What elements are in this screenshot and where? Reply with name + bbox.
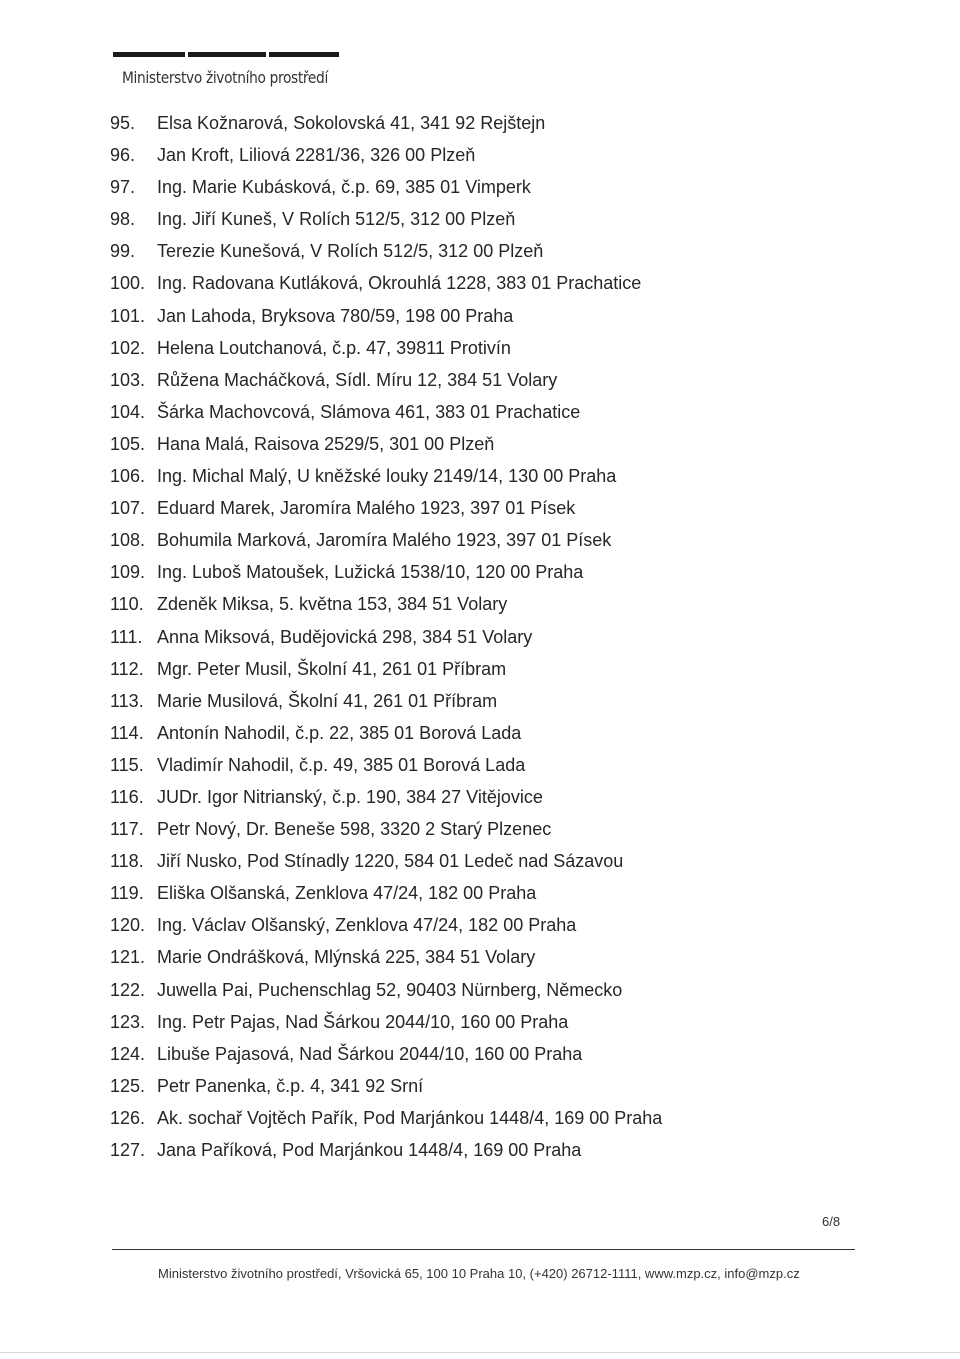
entry-number: 106. xyxy=(110,466,146,487)
page-bottom-edge xyxy=(0,1352,960,1353)
list-item xyxy=(110,657,662,689)
entry-number: 107. xyxy=(110,498,146,519)
entry-number: 112. xyxy=(110,658,144,679)
entry-number: 95. xyxy=(110,113,136,133)
entry-text: Zdeněk Miksa, 5. května 153, 384 51 Volary xyxy=(157,594,508,615)
entry-text: Ing. Václav Olšanský, Zenklova 47/24, 182 00 Praha xyxy=(157,915,577,936)
entry-number: 118. xyxy=(110,851,144,872)
entry-text: Petr Nový, Dr. Beneše 598, 3320 2 Starý Plzenec xyxy=(157,819,552,840)
list-item xyxy=(110,849,662,881)
entry-number: 120. xyxy=(110,915,146,936)
list-item xyxy=(110,881,662,913)
entry-number: 126. xyxy=(110,1107,146,1128)
entry-number: 97. xyxy=(110,177,136,198)
entry-number: 123. xyxy=(110,1011,146,1032)
entry-number: 104. xyxy=(110,401,146,422)
entry-number: 124. xyxy=(110,1043,146,1064)
entry-number: 109. xyxy=(110,562,146,583)
list-item xyxy=(110,978,662,1010)
entry-text: Jan Lahoda, Bryksova 780/59, 198 00 Praha xyxy=(157,305,514,326)
entry-text: Jiří Nusko, Pod Stínadly 1220, 584 01 Ledeč nad Sázavou xyxy=(157,851,624,872)
list-item xyxy=(110,1010,662,1042)
ministry-logo-bar xyxy=(113,52,339,57)
entry-text: Mgr. Peter Musil, Školní 41, 261 01 Příbram xyxy=(157,658,507,679)
entry-text: Ing. Michal Malý, U kněžské louky 2149/14, 130 00 Praha xyxy=(157,466,617,487)
entry-text: Bohumila Marková, Jaromíra Malého 1923, 397 01 Písek xyxy=(157,530,612,551)
list-item xyxy=(110,432,662,464)
list-item xyxy=(110,1074,662,1106)
list-item xyxy=(110,560,662,592)
entry-number: 103. xyxy=(110,369,146,390)
entry-text: Ing. Luboš Matoušek, Lužická 1538/10, 120 00 Praha xyxy=(157,562,584,583)
list-item xyxy=(110,592,662,624)
entry-text: Ing. Jiří Kuneš, V Rolích 512/5, 312 00 Plzeň xyxy=(157,209,516,230)
entry-text: Elsa Kožnarová, Sokolovská 41, 341 92 Rejštejn xyxy=(157,113,546,133)
logo-bar-segment xyxy=(113,52,185,57)
entry-text: Hana Malá, Raisova 2529/5, 301 00 Plzeň xyxy=(157,433,495,454)
entry-number: 96. xyxy=(110,145,136,166)
entry-text: Eduard Marek, Jaromíra Malého 1923, 397 01 Písek xyxy=(157,498,576,519)
list-item xyxy=(110,400,662,432)
entry-number: 101. xyxy=(110,305,146,326)
list-item xyxy=(110,175,662,207)
entry-number: 102. xyxy=(110,337,146,358)
list-item xyxy=(110,304,662,336)
list-item xyxy=(110,207,662,239)
entry-number: 98. xyxy=(110,209,136,230)
entry-number: 121. xyxy=(110,947,146,968)
entry-text: Petr Panenka, č.p. 4, 341 92 Srní xyxy=(157,1075,424,1096)
list-item xyxy=(110,817,662,849)
entry-text: Jan Kroft, Liliová 2281/36, 326 00 Plzeň xyxy=(157,145,476,166)
list-item xyxy=(110,689,662,721)
list-item xyxy=(110,143,662,175)
entry-number: 119. xyxy=(110,883,144,904)
logo-bar-segment xyxy=(269,52,339,57)
list-item xyxy=(110,528,662,560)
entry-text: Ing. Marie Kubásková, č.p. 69, 385 01 Vimperk xyxy=(157,177,531,198)
entry-text: Ak. sochař Vojtěch Pařík, Pod Marjánkou 1448/4, 169 00 Praha xyxy=(157,1107,663,1128)
entry-text: Anna Miksová, Budějovická 298, 384 51 Volary xyxy=(157,626,533,647)
list-item xyxy=(110,336,662,368)
list-item xyxy=(110,464,662,496)
entry-number: 115. xyxy=(110,754,144,775)
page-number: 6/8 xyxy=(822,1214,841,1229)
list-item xyxy=(110,496,662,528)
list-item xyxy=(110,1138,662,1170)
entry-text: Eliška Olšanská, Zenklova 47/24, 182 00 Praha xyxy=(157,883,537,904)
footer-divider xyxy=(112,1249,855,1250)
list-item xyxy=(110,721,662,753)
list-item xyxy=(110,239,662,271)
list-item xyxy=(110,625,662,657)
list-item xyxy=(110,785,662,817)
list-item xyxy=(110,271,662,303)
list-item xyxy=(110,1042,662,1074)
entry-text: Vladimír Nahodil, č.p. 49, 385 01 Borová Lada xyxy=(157,754,526,775)
entry-text: Juwella Pai, Puchenschlag 52, 90403 Nürnberg, Německo xyxy=(157,979,623,1000)
list-item xyxy=(110,753,662,785)
entry-text: Antonín Nahodil, č.p. 22, 385 01 Borová Lada xyxy=(157,722,522,743)
entry-number: 125. xyxy=(110,1075,146,1096)
footer-contact: Ministerstvo životního prostředí, Vršovická 65, 100 10 Praha 10, (+420) 26712-1111, www.mzp.cz, info@mzp.cz xyxy=(158,1266,800,1281)
ministry-header: Ministerstvo životního prostředí xyxy=(122,68,328,87)
entry-number: 127. xyxy=(110,1140,146,1160)
list-item xyxy=(110,111,662,143)
entry-number: 117. xyxy=(110,819,144,840)
entry-text: Terezie Kunešová, V Rolích 512/5, 312 00 Plzeň xyxy=(157,241,544,262)
entry-text: Šárka Machovcová, Slámova 461, 383 01 Prachatice xyxy=(157,401,581,422)
entry-number: 108. xyxy=(110,530,146,551)
entry-text: Růžena Macháčková, Sídl. Míru 12, 384 51 Volary xyxy=(157,369,558,390)
list-item xyxy=(110,945,662,977)
entry-text: Marie Musilová, Školní 41, 261 01 Příbram xyxy=(157,690,498,711)
entry-number: 114. xyxy=(110,722,144,743)
entry-number: 100. xyxy=(110,273,146,294)
entry-text: JUDr. Igor Nitrianský, č.p. 190, 384 27 Vitějovice xyxy=(157,786,543,807)
entry-text: Jana Paříková, Pod Marjánkou 1448/4, 169 00 Praha xyxy=(157,1140,582,1160)
entry-text: Ing. Radovana Kutláková, Okrouhlá 1228, 383 01 Prachatice xyxy=(157,273,642,294)
entry-text: Marie Ondrášková, Mlýnská 225, 384 51 Volary xyxy=(157,947,536,968)
entry-number: 105. xyxy=(110,433,146,454)
list-item xyxy=(110,1106,662,1138)
list-item xyxy=(110,913,662,945)
entry-number: 122. xyxy=(110,979,146,1000)
entry-number: 110. xyxy=(110,594,144,615)
logo-bar-segment xyxy=(188,52,266,57)
entry-text: Ing. Petr Pajas, Nad Šárkou 2044/10, 160 00 Praha xyxy=(157,1011,569,1032)
entry-text: Helena Loutchanová, č.p. 47, 39811 Protivín xyxy=(157,337,511,358)
list-item xyxy=(110,368,662,400)
entry-number: 111. xyxy=(110,626,143,647)
entry-number: 99. xyxy=(110,241,136,262)
address-list xyxy=(110,111,662,1170)
entry-text: Libuše Pajasová, Nad Šárkou 2044/10, 160 00 Praha xyxy=(157,1043,583,1064)
entry-number: 116. xyxy=(110,786,144,807)
entry-number: 113. xyxy=(110,690,144,711)
